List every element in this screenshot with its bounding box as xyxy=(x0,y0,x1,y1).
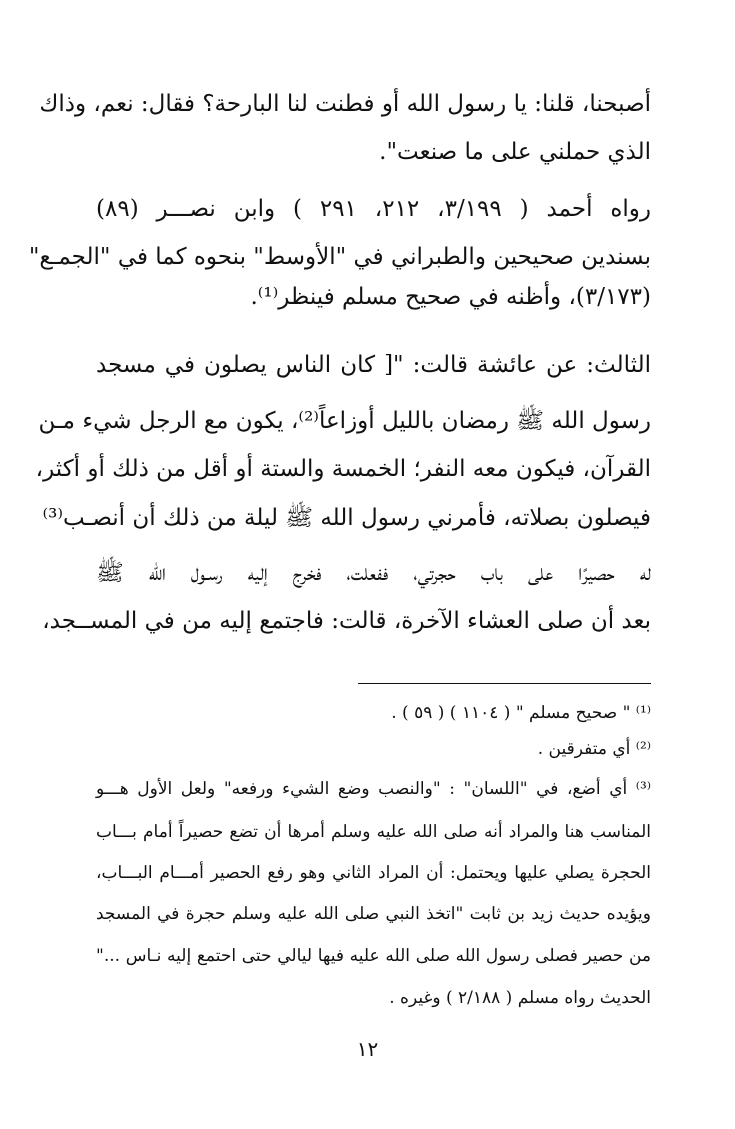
footnote-line: ويؤيده حديث زيد بن ثابت "اتخذ النبي صلى الله عليه وسلم حجرة في المسجد xyxy=(96,904,651,924)
text-line: رسول الله ﷺ رمضان بالليل أوزاعاً⁽²⁾، يكون مع الرجل شيء مـن xyxy=(38,408,651,434)
footnote-line: ⁽²⁾ أي متفرقين . xyxy=(537,739,651,759)
footnote-line: الحديث رواه مسلم ( ٢/١٨٨ ) وغيره . xyxy=(389,988,651,1008)
footnote-line: ⁽¹⁾ " صحيح مسلم " ( ١١٠٤ ) ( ٥٩ ) . xyxy=(391,703,651,723)
footnote-line: الحجرة يصلي عليها ويحتمل: أن المراد الثاني وهو رفع الحصير أمـــام البـــاب، xyxy=(96,863,651,883)
text-line: الثالث: عن عائشة قالت: "[ كان الناس يصلون في مسجد xyxy=(96,352,651,378)
text-line: القرآن، فيكون معه النفر؛ الخمسة والستة أو أقل من ذلك أو أكثر، xyxy=(35,456,651,482)
footnote-separator xyxy=(358,683,651,684)
text-line: بسندين صحيحين والطبراني في "الأوسط" بنحوه كما في "الجمـع" xyxy=(28,244,651,270)
text-line: أصبحنا، قلنا: يا رسول الله أو فطنت لنا البارحة؟ فقال: نعم، وذاك xyxy=(39,91,651,117)
text-line: الذي حملني على ما صنعت". xyxy=(379,139,651,165)
text-line: (٣/١٧٣)، وأظنه في صحيح مسلم فينظر⁽¹⁾. xyxy=(250,284,651,310)
footnote-line: من حصير فصلى رسول الله صلى الله عليه فيها ليالي حتى احتمع إليه نـاس ..." xyxy=(96,946,651,966)
footnote-line: المناسب هنا والمراد أنه صلى الله عليه وسلم أمرها أن تضع حصيراً أمام بـــاب xyxy=(96,822,651,842)
text-line: بعد أن صلى العشاء الآخرة، قالت: فاجتمع إليه من في المســجد، xyxy=(42,608,651,634)
page-number: ١٢ xyxy=(356,1037,379,1061)
text-line: فيصلون بصلاته، فأمرني رسول الله ﷺ ليلة من ذلك أن أنصـب⁽³⁾ xyxy=(42,505,651,531)
footnote-line: ⁽³⁾ أي أضع، في "اللسان" : "والنصب وضع الشيء ورفعه" ولعل الأول هـــو xyxy=(96,779,651,799)
text-line: رواه أحمد ( ٣/١٩٩، ٢١٢، ٢٩١ ) وابن نصـــر (٨٩) xyxy=(96,196,652,222)
text-line: له حصيرًا على باب حجرتي، ففعلت، فخرج إليه رسـول الله ﷺ xyxy=(96,560,651,586)
